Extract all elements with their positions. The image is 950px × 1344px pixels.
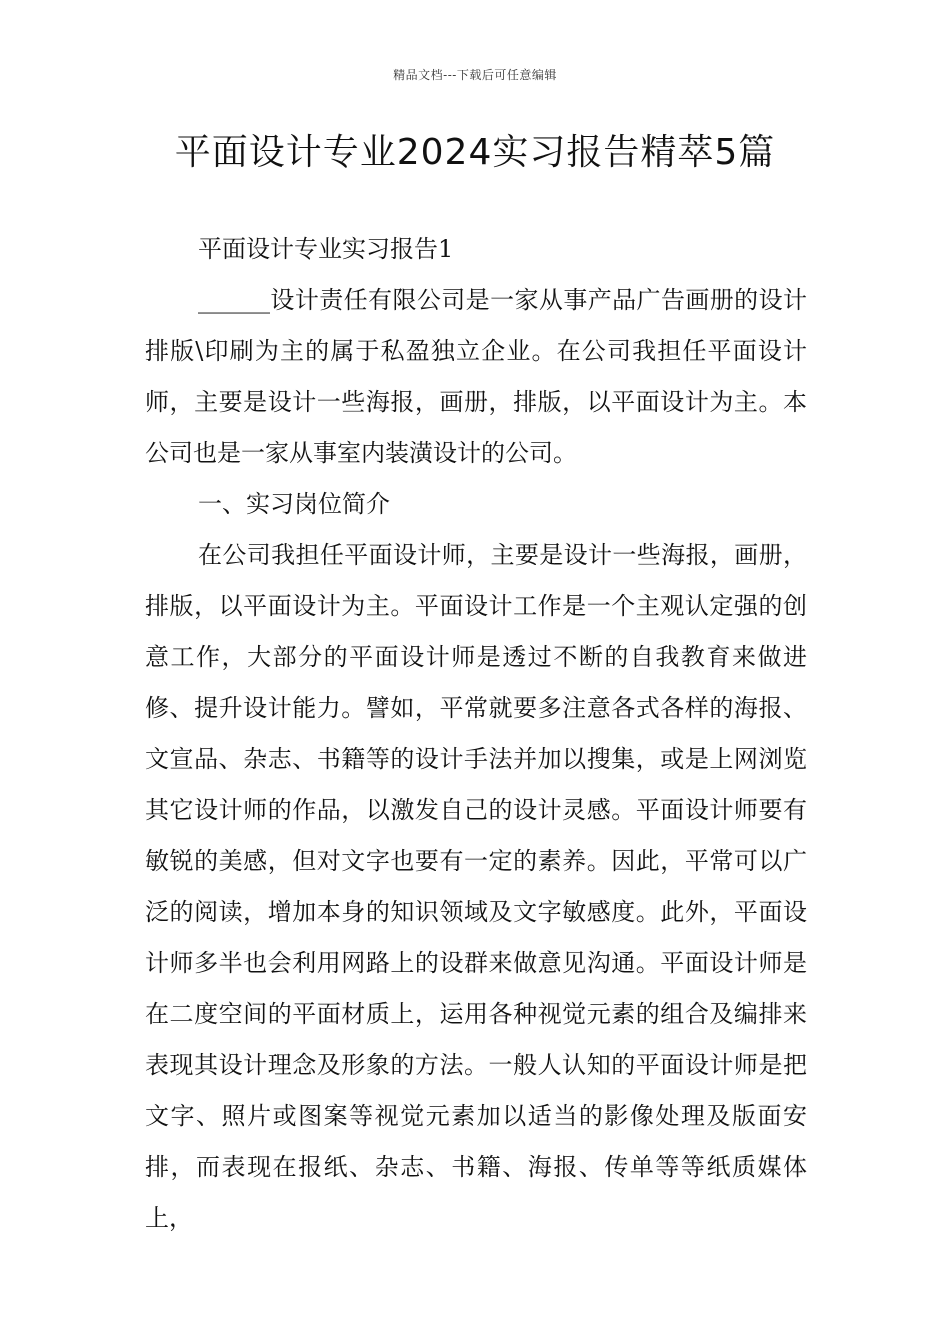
document-body <box>145 224 807 1244</box>
header-note: 精品文档---下载后可任意编辑 <box>393 68 557 82</box>
section-heading-report-1: 平面设计专业实习报告1 <box>198 235 454 263</box>
section-heading-position: 一、实习岗位简介 <box>198 490 390 518</box>
paragraph-position-description: 在公司我担任平面设计师，主要是设计一些海报，画册，排版，以平面设计为主。平面设计工作是一个主观认定强的创意工作，大部分的平面设计师是透过不断的自我教育来做进修、提升设计能力。譬如，平常就要多注意各式各样的海报、文宣品、杂志、书籍等的设计手法并加以搜集，或是上网浏览其它设计师的作品，以激发自己的设计灵感。平面设计师要有敏锐的美感，但对文字也要有一定的素养。因此，平常可以广泛的阅读，增加本身的知识领域及文字敏感度。此外，平面设计师多半也会利用网路上的设群来做意见沟通。平面设计师是在二度空间的平面材质上，运用各种视觉元素的组合及编排来表现其设计理念及形象的方法。一般人认知的平面设计师是把文字、照片或图案等视觉元素加以适当的影像处理及版面安排，而表现在报纸、杂志、书籍、海报、传单等等纸质媒体上， <box>145 541 807 1232</box>
document-title: 平面设计专业2024实习报告精萃5篇 <box>174 132 776 173</box>
paragraph-company-intro: ______设计责任有限公司是一家从事产品广告画册的设计排版\印刷为主的属于私盈独立企业。在公司我担任平面设计师，主要是设计一些海报，画册，排版，以平面设计为主。本公司也是一家从事室内装潢设计的公司。 <box>145 286 807 467</box>
